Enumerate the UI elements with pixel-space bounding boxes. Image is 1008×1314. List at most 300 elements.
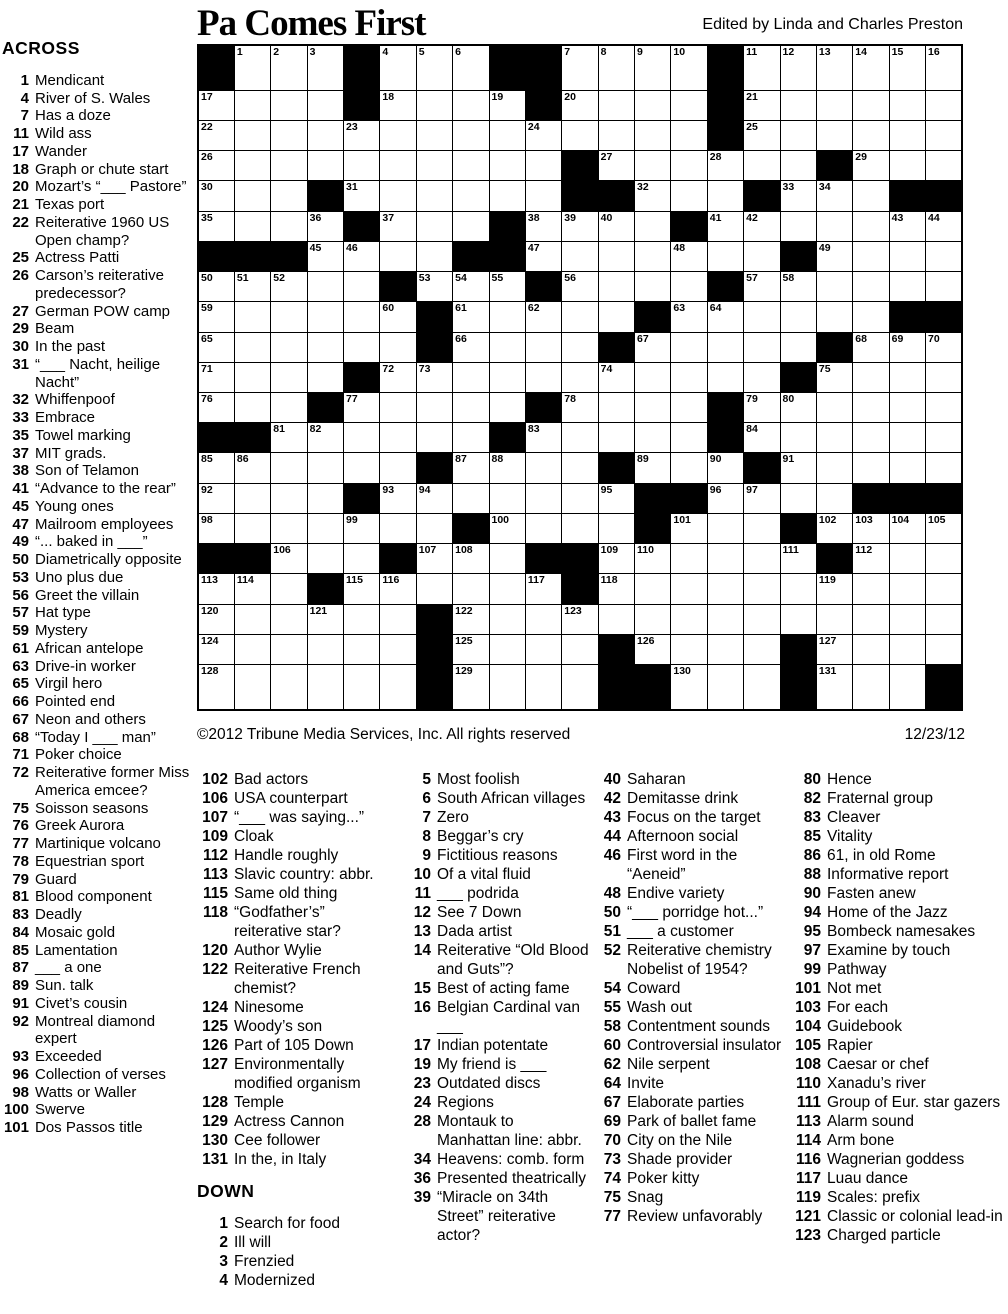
grid-cell[interactable] [489, 574, 525, 604]
grid-cell[interactable] [344, 544, 380, 574]
grid-cell[interactable] [853, 302, 889, 332]
grid-cell[interactable] [271, 90, 307, 120]
grid-cell[interactable] [344, 393, 380, 423]
grid-cell[interactable] [307, 362, 343, 392]
grid-cell[interactable] [780, 181, 816, 211]
grid-cell[interactable] [562, 302, 598, 332]
grid-cell[interactable] [198, 272, 234, 302]
grid-cell[interactable] [816, 121, 852, 151]
grid-cell[interactable] [307, 453, 343, 483]
grid-cell[interactable] [707, 574, 743, 604]
grid-cell[interactable] [853, 332, 889, 362]
grid-cell[interactable] [744, 302, 780, 332]
grid-cell[interactable] [562, 604, 598, 634]
grid-cell[interactable] [598, 211, 634, 241]
grid-cell[interactable] [598, 513, 634, 543]
grid-cell[interactable] [271, 272, 307, 302]
grid-cell[interactable] [525, 211, 561, 241]
grid-cell[interactable] [926, 513, 963, 543]
grid-cell[interactable] [598, 302, 634, 332]
grid-cell[interactable] [853, 574, 889, 604]
grid-cell[interactable] [816, 211, 852, 241]
grid-cell[interactable] [671, 45, 707, 90]
grid-cell[interactable] [707, 241, 743, 271]
grid-cell[interactable] [671, 181, 707, 211]
grid-cell[interactable] [525, 362, 561, 392]
grid-cell[interactable] [671, 574, 707, 604]
grid-cell[interactable] [598, 272, 634, 302]
grid-cell[interactable] [271, 513, 307, 543]
grid-cell[interactable] [671, 302, 707, 332]
grid-cell[interactable] [926, 211, 963, 241]
grid-cell[interactable] [926, 121, 963, 151]
grid-cell[interactable] [307, 45, 343, 90]
grid-cell[interactable] [234, 393, 270, 423]
grid-cell[interactable] [307, 664, 343, 710]
grid-cell[interactable] [453, 332, 489, 362]
grid-cell[interactable] [780, 544, 816, 574]
grid-cell[interactable] [744, 393, 780, 423]
grid-cell[interactable] [598, 604, 634, 634]
grid-cell[interactable] [707, 604, 743, 634]
grid-cell[interactable] [889, 241, 925, 271]
grid-cell[interactable] [853, 634, 889, 664]
grid-cell[interactable] [816, 634, 852, 664]
grid-cell[interactable] [234, 453, 270, 483]
grid-cell[interactable] [416, 241, 452, 271]
grid-cell[interactable] [889, 45, 925, 90]
grid-cell[interactable] [416, 513, 452, 543]
grid-cell[interactable] [635, 151, 671, 181]
grid-cell[interactable] [562, 90, 598, 120]
grid-cell[interactable] [271, 604, 307, 634]
grid-cell[interactable] [744, 241, 780, 271]
grid-cell[interactable] [307, 241, 343, 271]
grid-cell[interactable] [453, 272, 489, 302]
grid-cell[interactable] [926, 45, 963, 90]
grid-cell[interactable] [234, 664, 270, 710]
grid-cell[interactable] [198, 90, 234, 120]
grid-cell[interactable] [416, 393, 452, 423]
grid-cell[interactable] [671, 151, 707, 181]
grid-cell[interactable] [344, 272, 380, 302]
grid-cell[interactable] [635, 332, 671, 362]
grid-cell[interactable] [562, 332, 598, 362]
grid-cell[interactable] [598, 151, 634, 181]
grid-cell[interactable] [889, 634, 925, 664]
grid-cell[interactable] [780, 302, 816, 332]
grid-cell[interactable] [380, 151, 416, 181]
grid-cell[interactable] [744, 362, 780, 392]
grid-cell[interactable] [198, 121, 234, 151]
grid-cell[interactable] [853, 453, 889, 483]
grid-cell[interactable] [598, 423, 634, 453]
grid-cell[interactable] [926, 241, 963, 271]
grid-cell[interactable] [707, 362, 743, 392]
grid-cell[interactable] [234, 483, 270, 513]
grid-cell[interactable] [889, 393, 925, 423]
grid-cell[interactable] [271, 393, 307, 423]
grid-cell[interactable] [816, 574, 852, 604]
grid-cell[interactable] [707, 151, 743, 181]
grid-cell[interactable] [271, 483, 307, 513]
grid-cell[interactable] [562, 362, 598, 392]
grid-cell[interactable] [380, 45, 416, 90]
grid-cell[interactable] [889, 544, 925, 574]
grid-cell[interactable] [489, 332, 525, 362]
grid-cell[interactable] [635, 181, 671, 211]
grid-cell[interactable] [889, 272, 925, 302]
grid-cell[interactable] [198, 332, 234, 362]
grid-cell[interactable] [489, 664, 525, 710]
grid-cell[interactable] [271, 574, 307, 604]
grid-cell[interactable] [598, 121, 634, 151]
grid-cell[interactable] [234, 211, 270, 241]
grid-cell[interactable] [198, 604, 234, 634]
grid-cell[interactable] [307, 332, 343, 362]
grid-cell[interactable] [271, 634, 307, 664]
grid-cell[interactable] [671, 121, 707, 151]
grid-cell[interactable] [525, 121, 561, 151]
grid-cell[interactable] [271, 181, 307, 211]
grid-cell[interactable] [198, 362, 234, 392]
grid-cell[interactable] [453, 423, 489, 453]
grid-cell[interactable] [562, 121, 598, 151]
grid-cell[interactable] [707, 544, 743, 574]
grid-cell[interactable] [271, 332, 307, 362]
grid-cell[interactable] [671, 664, 707, 710]
grid-cell[interactable] [744, 544, 780, 574]
grid-cell[interactable] [525, 151, 561, 181]
grid-cell[interactable] [853, 211, 889, 241]
grid-cell[interactable] [307, 423, 343, 453]
grid-cell[interactable] [416, 181, 452, 211]
grid-cell[interactable] [525, 302, 561, 332]
grid-cell[interactable] [671, 604, 707, 634]
grid-cell[interactable] [380, 574, 416, 604]
grid-cell[interactable] [744, 121, 780, 151]
grid-cell[interactable] [525, 483, 561, 513]
grid-cell[interactable] [707, 332, 743, 362]
grid-cell[interactable] [889, 604, 925, 634]
grid-cell[interactable] [198, 151, 234, 181]
grid-cell[interactable] [307, 604, 343, 634]
grid-cell[interactable] [853, 151, 889, 181]
grid-cell[interactable] [198, 664, 234, 710]
grid-cell[interactable] [234, 332, 270, 362]
grid-cell[interactable] [707, 664, 743, 710]
grid-cell[interactable] [489, 513, 525, 543]
grid-cell[interactable] [525, 181, 561, 211]
grid-cell[interactable] [671, 423, 707, 453]
grid-cell[interactable] [598, 45, 634, 90]
grid-cell[interactable] [271, 423, 307, 453]
grid-cell[interactable] [816, 423, 852, 453]
grid-cell[interactable] [816, 664, 852, 710]
grid-cell[interactable] [525, 664, 561, 710]
grid-cell[interactable] [453, 393, 489, 423]
grid-cell[interactable] [598, 90, 634, 120]
grid-cell[interactable] [307, 513, 343, 543]
grid-cell[interactable] [889, 151, 925, 181]
grid-cell[interactable] [816, 604, 852, 634]
grid-cell[interactable] [271, 362, 307, 392]
grid-cell[interactable] [598, 362, 634, 392]
grid-cell[interactable] [598, 544, 634, 574]
grid-cell[interactable] [780, 393, 816, 423]
grid-cell[interactable] [416, 272, 452, 302]
grid-cell[interactable] [707, 453, 743, 483]
grid-cell[interactable] [816, 90, 852, 120]
grid-cell[interactable] [889, 423, 925, 453]
grid-cell[interactable] [416, 121, 452, 151]
grid-cell[interactable] [744, 90, 780, 120]
grid-cell[interactable] [635, 272, 671, 302]
grid-cell[interactable] [271, 664, 307, 710]
grid-cell[interactable] [380, 604, 416, 634]
grid-cell[interactable] [816, 513, 852, 543]
grid-cell[interactable] [380, 393, 416, 423]
grid-cell[interactable] [489, 604, 525, 634]
grid-cell[interactable] [671, 272, 707, 302]
grid-cell[interactable] [635, 121, 671, 151]
grid-cell[interactable] [707, 513, 743, 543]
grid-cell[interactable] [598, 483, 634, 513]
grid-cell[interactable] [707, 181, 743, 211]
grid-cell[interactable] [853, 362, 889, 392]
grid-cell[interactable] [780, 332, 816, 362]
grid-cell[interactable] [453, 151, 489, 181]
grid-cell[interactable] [744, 211, 780, 241]
grid-cell[interactable] [744, 45, 780, 90]
grid-cell[interactable] [671, 513, 707, 543]
grid-cell[interactable] [562, 393, 598, 423]
grid-cell[interactable] [453, 574, 489, 604]
grid-cell[interactable] [380, 664, 416, 710]
grid-cell[interactable] [489, 453, 525, 483]
grid-cell[interactable] [489, 634, 525, 664]
grid-cell[interactable] [489, 393, 525, 423]
grid-cell[interactable] [416, 483, 452, 513]
grid-cell[interactable] [562, 483, 598, 513]
grid-cell[interactable] [489, 151, 525, 181]
grid-cell[interactable] [853, 45, 889, 90]
grid-cell[interactable] [380, 181, 416, 211]
grid-cell[interactable] [926, 393, 963, 423]
grid-cell[interactable] [234, 181, 270, 211]
grid-cell[interactable] [198, 483, 234, 513]
grid-cell[interactable] [562, 241, 598, 271]
grid-cell[interactable] [780, 272, 816, 302]
grid-cell[interactable] [562, 513, 598, 543]
grid-cell[interactable] [889, 211, 925, 241]
grid-cell[interactable] [234, 362, 270, 392]
grid-cell[interactable] [780, 211, 816, 241]
grid-cell[interactable] [780, 90, 816, 120]
grid-cell[interactable] [707, 634, 743, 664]
grid-cell[interactable] [380, 302, 416, 332]
grid-cell[interactable] [889, 121, 925, 151]
grid-cell[interactable] [380, 211, 416, 241]
grid-cell[interactable] [453, 45, 489, 90]
grid-cell[interactable] [416, 574, 452, 604]
grid-cell[interactable] [816, 393, 852, 423]
grid-cell[interactable] [562, 453, 598, 483]
grid-cell[interactable] [889, 664, 925, 710]
grid-cell[interactable] [853, 544, 889, 574]
grid-cell[interactable] [307, 272, 343, 302]
grid-cell[interactable] [635, 45, 671, 90]
grid-cell[interactable] [453, 362, 489, 392]
grid-cell[interactable] [198, 302, 234, 332]
grid-cell[interactable] [307, 211, 343, 241]
grid-cell[interactable] [780, 483, 816, 513]
grid-cell[interactable] [453, 181, 489, 211]
grid-cell[interactable] [816, 302, 852, 332]
grid-cell[interactable] [344, 634, 380, 664]
grid-cell[interactable] [744, 151, 780, 181]
grid-cell[interactable] [344, 241, 380, 271]
grid-cell[interactable] [344, 181, 380, 211]
grid-cell[interactable] [489, 90, 525, 120]
grid-cell[interactable] [853, 423, 889, 453]
grid-cell[interactable] [489, 362, 525, 392]
grid-cell[interactable] [926, 604, 963, 634]
grid-cell[interactable] [198, 513, 234, 543]
grid-cell[interactable] [780, 151, 816, 181]
grid-cell[interactable] [489, 181, 525, 211]
grid-cell[interactable] [780, 121, 816, 151]
grid-cell[interactable] [635, 362, 671, 392]
grid-cell[interactable] [853, 513, 889, 543]
grid-cell[interactable] [744, 604, 780, 634]
grid-cell[interactable] [525, 604, 561, 634]
grid-cell[interactable] [380, 332, 416, 362]
grid-cell[interactable] [489, 121, 525, 151]
grid-cell[interactable] [271, 211, 307, 241]
grid-cell[interactable] [744, 272, 780, 302]
grid-cell[interactable] [271, 121, 307, 151]
grid-cell[interactable] [635, 90, 671, 120]
grid-cell[interactable] [562, 211, 598, 241]
grid-cell[interactable] [380, 90, 416, 120]
grid-cell[interactable] [889, 90, 925, 120]
grid-cell[interactable] [198, 211, 234, 241]
grid-cell[interactable] [635, 453, 671, 483]
grid-cell[interactable] [453, 211, 489, 241]
grid-cell[interactable] [562, 45, 598, 90]
grid-cell[interactable] [271, 45, 307, 90]
grid-cell[interactable] [234, 121, 270, 151]
grid-cell[interactable] [380, 121, 416, 151]
grid-cell[interactable] [780, 453, 816, 483]
grid-cell[interactable] [198, 634, 234, 664]
grid-cell[interactable] [234, 302, 270, 332]
grid-cell[interactable] [635, 241, 671, 271]
grid-cell[interactable] [926, 423, 963, 453]
grid-cell[interactable] [562, 634, 598, 664]
grid-cell[interactable] [816, 241, 852, 271]
grid-cell[interactable] [271, 151, 307, 181]
grid-cell[interactable] [416, 45, 452, 90]
grid-cell[interactable] [562, 272, 598, 302]
grid-cell[interactable] [889, 332, 925, 362]
grid-cell[interactable] [380, 483, 416, 513]
grid-cell[interactable] [234, 45, 270, 90]
grid-cell[interactable] [271, 302, 307, 332]
grid-cell[interactable] [234, 574, 270, 604]
grid-cell[interactable] [234, 513, 270, 543]
grid-cell[interactable] [744, 664, 780, 710]
grid-cell[interactable] [707, 302, 743, 332]
grid-cell[interactable] [635, 604, 671, 634]
grid-cell[interactable] [380, 513, 416, 543]
grid-cell[interactable] [525, 634, 561, 664]
grid-cell[interactable] [853, 181, 889, 211]
grid-cell[interactable] [271, 453, 307, 483]
grid-cell[interactable] [671, 453, 707, 483]
grid-cell[interactable] [671, 90, 707, 120]
grid-cell[interactable] [198, 453, 234, 483]
grid-cell[interactable] [671, 241, 707, 271]
grid-cell[interactable] [489, 483, 525, 513]
grid-cell[interactable] [671, 332, 707, 362]
grid-cell[interactable] [416, 423, 452, 453]
grid-cell[interactable] [307, 90, 343, 120]
grid-cell[interactable] [853, 664, 889, 710]
grid-cell[interactable] [598, 393, 634, 423]
grid-cell[interactable] [744, 332, 780, 362]
grid-cell[interactable] [416, 544, 452, 574]
grid-cell[interactable] [707, 483, 743, 513]
grid-cell[interactable] [853, 241, 889, 271]
grid-cell[interactable] [853, 121, 889, 151]
grid-cell[interactable] [416, 151, 452, 181]
grid-cell[interactable] [816, 362, 852, 392]
grid-cell[interactable] [380, 362, 416, 392]
grid-cell[interactable] [853, 90, 889, 120]
grid-cell[interactable] [598, 574, 634, 604]
grid-cell[interactable] [816, 453, 852, 483]
grid-cell[interactable] [453, 664, 489, 710]
grid-cell[interactable] [671, 634, 707, 664]
grid-cell[interactable] [344, 604, 380, 634]
grid-cell[interactable] [380, 453, 416, 483]
grid-cell[interactable] [344, 664, 380, 710]
grid-cell[interactable] [707, 211, 743, 241]
grid-cell[interactable] [816, 483, 852, 513]
grid-cell[interactable] [853, 604, 889, 634]
grid-cell[interactable] [780, 423, 816, 453]
grid-cell[interactable] [380, 634, 416, 664]
grid-cell[interactable] [525, 332, 561, 362]
grid-cell[interactable] [344, 423, 380, 453]
grid-cell[interactable] [562, 664, 598, 710]
grid-cell[interactable] [234, 151, 270, 181]
grid-cell[interactable] [416, 362, 452, 392]
grid-cell[interactable] [198, 574, 234, 604]
grid-cell[interactable] [453, 302, 489, 332]
grid-cell[interactable] [744, 574, 780, 604]
grid-cell[interactable] [307, 151, 343, 181]
grid-cell[interactable] [525, 453, 561, 483]
grid-cell[interactable] [926, 574, 963, 604]
grid-cell[interactable] [926, 90, 963, 120]
grid-cell[interactable] [344, 513, 380, 543]
grid-cell[interactable] [671, 544, 707, 574]
grid-cell[interactable] [344, 453, 380, 483]
grid-cell[interactable] [453, 453, 489, 483]
